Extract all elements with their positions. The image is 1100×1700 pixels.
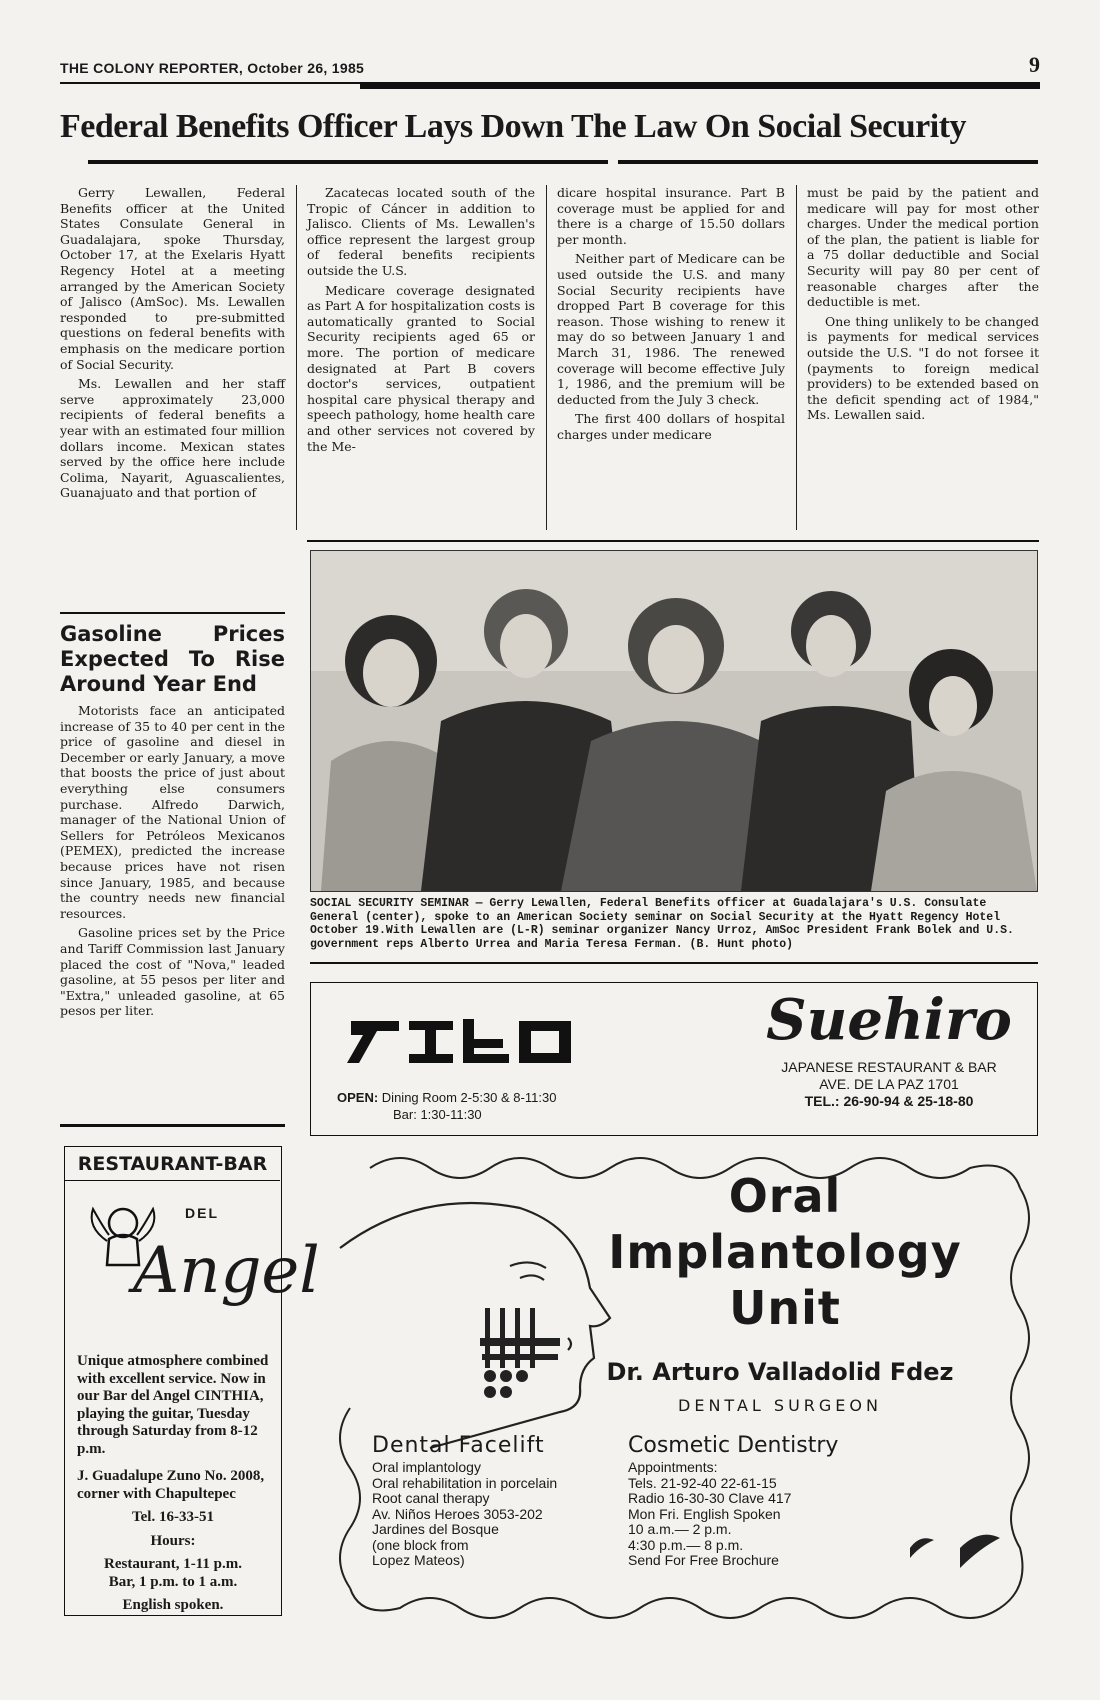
article-col-3 <box>557 185 785 535</box>
article-col-1 <box>60 185 285 605</box>
dental-ad <box>310 1148 1038 1628</box>
article-end-rule <box>307 540 1039 542</box>
dental-left-heading: Dental Facelift <box>372 1433 545 1458</box>
gasoline-story <box>60 622 285 1122</box>
dental-left-block <box>372 1432 632 1569</box>
header-rule-thick <box>360 82 1040 89</box>
suehiro-bar-hours: Bar: 1:30-11:30 <box>393 1107 482 1122</box>
photo-figures <box>311 551 1037 891</box>
gasoline-paragraph: Gasoline prices set by the Price and Tariff Commission last January placed the cost of "Nova," leaded gasoline, at 55 pesos per liter and "Extra," unleaded gasoline, at 65 pesos per liter. <box>60 925 285 1019</box>
angel-tel: Tel. 16-33-51 <box>132 1509 214 1525</box>
article-paragraph: Zacatecas located south of the Tropic of Cáncer in addition to Jalisco. Clients of Ms. Lewallen's office represent the largest group of federal benefits recipients outside the U.S. <box>307 185 535 278</box>
dental-left-line: Oral rehabilitation in porcelain <box>372 1474 558 1491</box>
headline-rule-right <box>618 160 1038 164</box>
headline-rule-left <box>88 160 608 164</box>
suehiro-subtitle: JAPANESE RESTAURANT & BAR <box>781 1059 997 1075</box>
dental-right-line: Mon Fri. English Spoken <box>628 1505 781 1522</box>
angel-ad <box>64 1146 320 1616</box>
suehiro-dining-hours: Dining Room 2-5:30 & 8-11:30 <box>381 1090 557 1105</box>
article-paragraph: must be paid by the patient and medicare will pay for most other charges. Under the medical portion of the plan, the patient is liable for a 75 dollar deductible and Social Security will pay 80 per cent of reasonable charges after the deductible is met. <box>807 185 1039 310</box>
running-head: THE COLONY REPORTER, October 26, 1985 <box>60 60 365 76</box>
suehiro-ad <box>310 982 1038 1136</box>
dental-left-line: Av. Niños Heroes 3053-202 <box>372 1505 543 1522</box>
dental-title-line3: Unit <box>729 1281 841 1335</box>
article-col-4 <box>807 185 1039 535</box>
suehiro-info <box>749 1059 1029 1110</box>
dental-right-heading: Cosmetic Dentistry <box>628 1433 839 1458</box>
dental-left-line: Root canal therapy <box>372 1490 490 1506</box>
angel-description: Unique atmosphere combined with excellent service. Now in our Bar del Angel CINTHIA, playing the guitar, Tuesday through Saturday from 8-12 p.m. <box>77 1353 269 1457</box>
angel-hours-bar: Bar, 1 p.m. to 1 a.m. <box>108 1573 238 1590</box>
column-divider <box>546 185 547 530</box>
dental-right-block <box>628 1432 908 1569</box>
caption-rule <box>310 962 1038 964</box>
article-paragraph: One thing unlikely to be changed is payments for medical services outside the U.S. "I do not forsee it (payments to foreign medical providers) to be extended based on the deficit spending act of 1984," Ms. Lewallen said. <box>807 313 1039 423</box>
photo-caption: SOCIAL SECURITY SEMINAR — Gerry Lewallen, Federal Benefits officer at Guadalajara's U.S. Consulate General (center), spoke to an American Society seminar on Social Security at the Hyatt Regency Hotel October 19.With Lewallen are (L-R) seminar organizer Nancy Urroz, AmSoc President Frank Bolek and U.S. government reps Alberto Urrea and Maria Teresa Ferman. (B. Hunt photo) <box>310 897 1014 951</box>
section-rule <box>60 612 285 614</box>
suehiro-open-label: OPEN: <box>337 1090 379 1105</box>
dental-title-line2: Implantology <box>608 1225 962 1279</box>
dental-left-line: Oral implantology <box>372 1459 481 1475</box>
dental-right-line: Appointments: <box>628 1459 718 1475</box>
angel-ad-title: RESTAURANT-BAR <box>65 1147 280 1181</box>
dental-right-line: Tels. 21-92-40 22-61-15 <box>628 1474 777 1491</box>
page-number: 9 <box>1029 52 1040 77</box>
dental-doctor: Dr. Arturo Valladolid Fdez <box>606 1358 954 1386</box>
seminar-photo <box>310 550 1038 892</box>
gasoline-headline: Gasoline Prices Expected To Rise Around Year End <box>60 622 285 696</box>
suehiro-hours <box>337 1089 697 1123</box>
running-header <box>60 52 1040 80</box>
angel-logo <box>79 1191 320 1341</box>
angel-del: DEL <box>185 1205 219 1221</box>
angel-hours-label: Hours: <box>150 1532 196 1549</box>
dental-title-line1: Oral <box>728 1169 842 1223</box>
dental-role: DENTAL SURGEON <box>678 1396 882 1415</box>
suehiro-tel: TEL.: 26-90-94 & 25-18-80 <box>804 1093 974 1109</box>
angel-ad-body <box>77 1353 269 1615</box>
headline: Federal Benefits Officer Lays Down The Law On Social Security <box>60 108 967 145</box>
article-col-2 <box>307 185 535 535</box>
column-divider <box>796 185 797 530</box>
column-divider <box>296 185 297 530</box>
article-paragraph: Medicare coverage designated as Part A for hospitalization costs is automatically granted to Social Security recipients aged 65 or more. The portion of medicare designated at Part B covers doctor's services, outpatient hospital care physical therapy and speech pathology, home health care and other services not covered by the Me- <box>307 282 535 454</box>
suehiro-script-name: Suehiro <box>766 987 1012 1053</box>
angel-hours-restaurant: Restaurant, 1-11 p.m. <box>104 1556 242 1572</box>
suehiro-address: AVE. DE LA PAZ 1701 <box>819 1076 959 1092</box>
article-paragraph: The first 400 dollars of hospital charges under medicare <box>557 411 785 442</box>
dental-right-line: 10 a.m.— 2 p.m. <box>628 1521 732 1537</box>
article-paragraph: dicare hospital insurance. Part B coverage must be applied for and there is a charge of 15.50 dollars per month. <box>557 185 785 247</box>
gasoline-paragraph: Motorists face an anticipated increase of 35 to 40 per cent in the price of gasoline and diesel in December or early January, a move that boosts the price of just about everything else consumers purchase. Alfredo Darwich, manager of the National Union of Sellers for Petróleos Mexicanos (PEMEX), predicted the increase because prices have not risen since January, 1985, and because the country needs new financial resources. <box>60 703 285 921</box>
dental-right-line: Send For Free Brochure <box>628 1552 779 1568</box>
angel-name: Angel <box>133 1234 320 1308</box>
angel-address: J. Guadalupe Zuno No. 2008, corner with Chapultepec <box>77 1468 265 1502</box>
dental-left-line: Jardines del Bosque <box>372 1521 499 1537</box>
dental-left-line: Lopez Mateos) <box>372 1552 465 1568</box>
dental-left-line: (one block from <box>372 1536 469 1553</box>
dental-right-line: 4:30 p.m.— 8 p.m. <box>628 1536 744 1553</box>
article-paragraph: Ms. Lewallen and her staff serve approximately 23,000 recipients of federal benefits a year with an estimated four million dollars income. Mexican states served by the office here include Colima, Nayarit, Aguascalientes, Guanajuato and that portion of <box>60 376 285 501</box>
angel-english: English spoken. <box>122 1597 224 1613</box>
article-paragraph: Neither part of Medicare can be used outside the U.S. and many Social Security recipients have dropped Part B coverage for this reason. Those wishing to renew it may do so between January 1 and March 31, 1986. The renewed coverage will become effective July 1, 1986, and the premium will be deducted from the July 3 check. <box>557 251 785 407</box>
article-paragraph: Gerry Lewallen, Federal Benefits officer at the United States Consulate General in Guadalajara, spoke Thursday, October 17, at the Exelaris Hyatt Regency Hotel at a meeting arranged by the American Society of Jalisco (AmSoc). Ms. Lewallen responded to pre-submitted questions on federal benefits with emphasis on the medicare portion of Social Security. <box>60 185 285 372</box>
section-rule <box>60 1124 285 1127</box>
suehiro-logo-mark <box>341 1011 581 1071</box>
dental-title <box>550 1168 1020 1336</box>
dental-right-line: Radio 16-30-30 Clave 417 <box>628 1490 792 1506</box>
